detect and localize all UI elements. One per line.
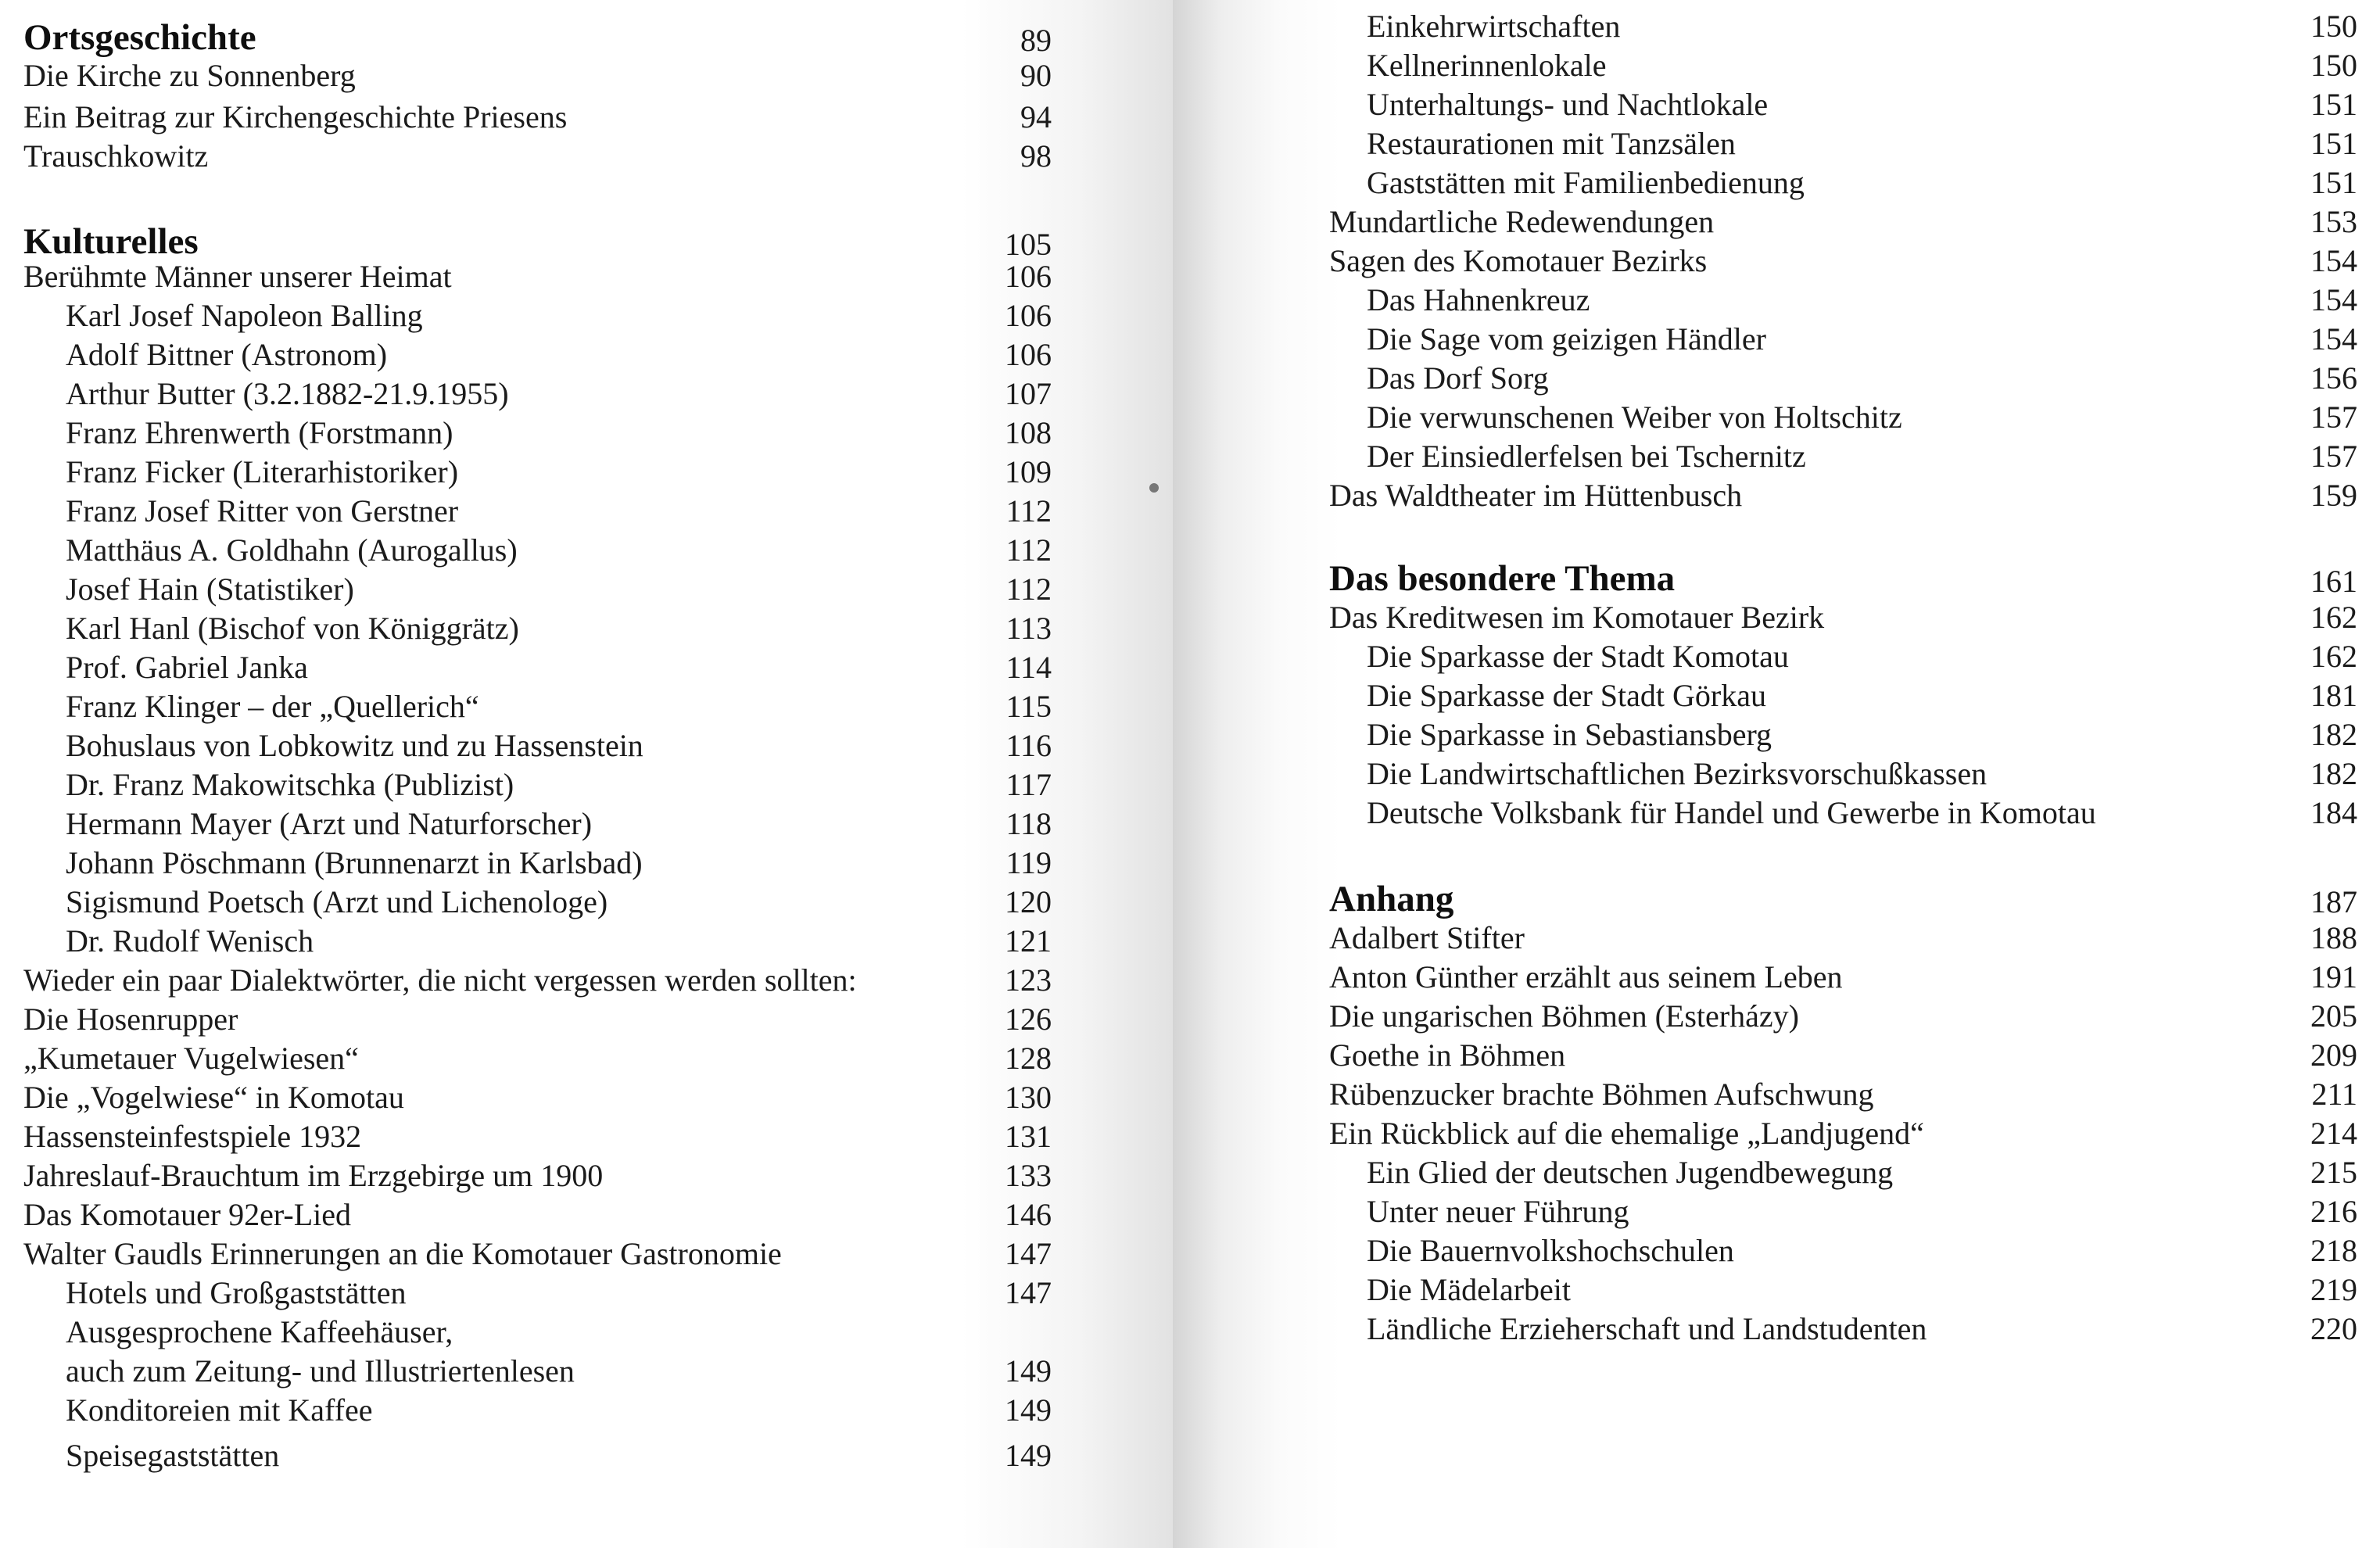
entry-title: Sagen des Komotauer Bezirks (1329, 243, 1708, 278)
page-number: 112 (1005, 572, 1052, 607)
toc-entry (1173, 1112, 2380, 1156)
toc-entry (0, 333, 1173, 377)
entry-title: Matthäus A. Goldhahn (Aurogallus) (66, 532, 518, 568)
entry-title: Ausgesprochene Kaffeehäuser, (66, 1314, 453, 1349)
page-number: 187 (2310, 884, 2357, 919)
entry-title: Wieder ein paar Dialektwörter, die nicht vergessen werden sollten: (23, 962, 857, 998)
page-number: 151 (2310, 165, 2357, 200)
toc-entry (0, 294, 1173, 338)
toc-entry (1173, 83, 2380, 127)
entry-title: Hassensteinfestspiele 1932 (23, 1119, 362, 1154)
page-number: 90 (1020, 58, 1052, 93)
page-number: 113 (1005, 611, 1052, 646)
entry-title: Karl Josef Napoleon Balling (66, 298, 423, 333)
entry-title: Die Sparkasse in Sebastiansberg (1367, 717, 1772, 752)
page-number: 218 (2310, 1233, 2357, 1268)
toc-entry (0, 255, 1173, 299)
toc-entry (1173, 317, 2380, 361)
entry-title: Karl Hanl (Bischof von Königgrätz) (66, 611, 519, 646)
page-number: 191 (2310, 959, 2357, 994)
page-number: 98 (1020, 138, 1052, 174)
page-number: 106 (1005, 337, 1052, 372)
entry-title: Kellnerinnenlokale (1367, 48, 1607, 83)
toc-entry (1173, 1190, 2380, 1234)
toc-entry (1173, 239, 2380, 283)
entry-title: Die Sparkasse der Stadt Görkau (1367, 678, 1766, 713)
page-number: 109 (1005, 454, 1052, 489)
entry-title: Das Hahnenkreuz (1367, 282, 1590, 317)
entry-title: Bohuslaus von Lobkowitz und zu Hassenstein (66, 728, 643, 763)
toc-entry (0, 372, 1173, 416)
entry-title: Ein Beitrag zur Kirchengeschichte Priesens (23, 99, 568, 134)
page-number: 89 (1020, 23, 1052, 58)
entry-title: Das Dorf Sorg (1367, 360, 1549, 396)
toc-entry (0, 763, 1173, 807)
entry-title: Die Sparkasse der Stadt Komotau (1367, 639, 1789, 674)
page-number: 112 (1005, 532, 1052, 568)
entry-title: Trauschkowitz (23, 138, 209, 174)
entry-title: Mundartliche Redewendungen (1329, 204, 1715, 239)
entry-title: Prof. Gabriel Janka (66, 650, 308, 685)
toc-entry (1173, 435, 2380, 478)
entry-title: auch zum Zeitung- und Illustriertenlesen (66, 1353, 575, 1389)
toc-entry (0, 450, 1173, 494)
toc-entry (1173, 357, 2380, 400)
toc-entry (1173, 474, 2380, 518)
page-number: 106 (1005, 298, 1052, 333)
toc-entry (1173, 713, 2380, 757)
page-number: 118 (1005, 806, 1052, 841)
page-number: 209 (2310, 1037, 2357, 1073)
toc-entry (0, 1434, 1173, 1478)
page-number: 157 (2310, 439, 2357, 474)
entry-title: Speisegaststätten (66, 1438, 280, 1473)
entry-title: Einkehrwirtschaften (1367, 9, 1621, 44)
toc-entry (1173, 1034, 2380, 1077)
page-number: 182 (2310, 756, 2357, 791)
toc-entry (0, 685, 1173, 729)
toc-entry (1173, 44, 2380, 88)
toc-entry (1173, 791, 2380, 835)
entry-title: Die Mädelarbeit (1367, 1272, 1571, 1307)
page-number: 149 (1005, 1392, 1052, 1428)
toc-entry (0, 841, 1173, 885)
toc-entry (1173, 122, 2380, 166)
page-number: 146 (1005, 1197, 1052, 1232)
page-number: 150 (2310, 9, 2357, 44)
toc-entry (1173, 200, 2380, 244)
toc-entry (0, 1271, 1173, 1315)
entry-title: Adalbert Stifter (1329, 920, 1525, 955)
page-number: 130 (1005, 1080, 1052, 1115)
entry-title: Dr. Franz Makowitschka (Publizist) (66, 767, 514, 802)
toc-entry (0, 919, 1173, 963)
entry-title: Das Komotauer 92er-Lied (23, 1197, 352, 1232)
toc-entry (1173, 278, 2380, 322)
page-number: 216 (2310, 1194, 2357, 1229)
entry-title: Das Waldtheater im Hüttenbusch (1329, 478, 1743, 513)
page-number: 151 (2310, 126, 2357, 161)
page-number: 94 (1020, 99, 1052, 134)
page-number: 121 (1005, 923, 1052, 959)
entry-title: Die „Vogelwiese“ in Komotau (23, 1080, 404, 1115)
page-number: 120 (1005, 884, 1052, 919)
page-number: 128 (1005, 1041, 1052, 1076)
page-number: 162 (2310, 639, 2357, 674)
entry-title: Gaststätten mit Familienbedienung (1367, 165, 1805, 200)
entry-title: Die Landwirtschaftlichen Bezirksvorschußkassen (1367, 756, 1988, 791)
page-number: 151 (2310, 87, 2357, 122)
page-number: 154 (2310, 321, 2357, 357)
page-number: 153 (2310, 204, 2357, 239)
toc-section-heading (0, 16, 1173, 59)
entry-title: Ein Glied der deutschen Jugendbewegung (1367, 1155, 1894, 1190)
page-number: 157 (2310, 400, 2357, 435)
page-number: 188 (2310, 920, 2357, 955)
entry-title: Franz Josef Ritter von Gerstner (66, 493, 459, 529)
toc-entry (0, 880, 1173, 924)
page-number: 156 (2310, 360, 2357, 396)
entry-title: Goethe in Böhmen (1329, 1037, 1566, 1073)
toc-entry (0, 1076, 1173, 1120)
page-number: 211 (2311, 1077, 2357, 1112)
toc-entry (0, 802, 1173, 846)
entry-title: Die Hosenrupper (23, 1002, 238, 1037)
entry-title: Franz Ficker (Literarhistoriker) (66, 454, 459, 489)
entry-title: Arthur Butter (3.2.1882-21.9.1955) (66, 376, 509, 411)
entry-title: Berühmte Männer unserer Heimat (23, 259, 452, 294)
entry-title: Walter Gaudls Erinnerungen an die Komotauer Gastronomie (23, 1236, 782, 1271)
entry-title: Ein Rückblick auf die ehemalige „Landjugend“ (1329, 1116, 1924, 1151)
entry-title: Hotels und Großgaststätten (66, 1275, 407, 1310)
page-number: 205 (2310, 998, 2357, 1034)
toc-entry (0, 607, 1173, 650)
toc-entry (0, 489, 1173, 533)
section-title: Das besondere Thema (1329, 558, 1676, 599)
entry-title: Franz Ehrenwerth (Forstmann) (66, 415, 453, 450)
page-number: 184 (2310, 795, 2357, 830)
entry-title: Der Einsiedlerfelsen bei Tschernitz (1367, 439, 1806, 474)
toc-entry (1173, 396, 2380, 439)
toc-entry (0, 1037, 1173, 1080)
toc-entry (1173, 1229, 2380, 1273)
entry-title: Unter neuer Führung (1367, 1194, 1629, 1229)
toc-entry (1173, 5, 2380, 48)
entry-title: Rübenzucker brachte Böhmen Aufschwung (1329, 1077, 1874, 1112)
entry-title: Die verwunschenen Weiber von Holtschitz (1367, 400, 1902, 435)
toc-entry (0, 1232, 1173, 1276)
toc-entry (0, 1193, 1173, 1237)
page-number: 159 (2310, 478, 2357, 513)
page-number: 105 (1005, 227, 1052, 262)
page-number: 154 (2310, 282, 2357, 317)
toc-entry (1173, 994, 2380, 1038)
entry-title: Johann Pöschmann (Brunnenarzt in Karlsbad) (66, 845, 643, 880)
toc-entry (0, 1115, 1173, 1159)
entry-title: Das Kreditwesen im Komotauer Bezirk (1329, 600, 1825, 635)
entry-title: Jahreslauf-Brauchtum im Erzgebirge um 1900 (23, 1158, 604, 1193)
entry-title: Anton Günther erzählt aus seinem Leben (1329, 959, 1843, 994)
entry-title: Die Bauernvolkshochschulen (1367, 1233, 1734, 1268)
page-number: 219 (2310, 1272, 2357, 1307)
page-number: 114 (1005, 650, 1052, 685)
toc-entry (0, 411, 1173, 455)
entry-title: Adolf Bittner (Astronom) (66, 337, 388, 372)
page-number: 115 (1005, 689, 1052, 724)
toc-entry (0, 568, 1173, 611)
toc-entry (0, 529, 1173, 572)
toc-entry (0, 54, 1173, 98)
page-number: 161 (2310, 564, 2357, 599)
entry-title: Franz Klinger – der „Quellerich“ (66, 689, 479, 724)
toc-entry (0, 1154, 1173, 1198)
toc-entry (0, 134, 1173, 178)
toc-entry (1173, 161, 2380, 205)
toc-entry (1173, 674, 2380, 718)
page-number: 162 (2310, 600, 2357, 635)
page-number: 149 (1005, 1438, 1052, 1473)
page-number: 119 (1005, 845, 1052, 880)
entry-title: Die Kirche zu Sonnenberg (23, 58, 356, 93)
toc-entry (0, 724, 1173, 768)
section-title: Ortsgeschichte (23, 17, 256, 58)
page-number: 220 (2310, 1311, 2357, 1346)
entry-title: Ländliche Erzieherschaft und Landstudenten (1367, 1311, 1927, 1346)
toc-entry (0, 1389, 1173, 1432)
toc-section-heading (1173, 557, 2380, 600)
toc-section-heading (1173, 877, 2380, 921)
entry-title: Hermann Mayer (Arzt und Naturforscher) (66, 806, 593, 841)
page-number: 131 (1005, 1119, 1052, 1154)
section-title: Anhang (1329, 879, 1454, 919)
toc-entry (0, 959, 1173, 1002)
entry-title: Josef Hain (Statistiker) (66, 572, 354, 607)
page-number: 181 (2310, 678, 2357, 713)
section-title: Kulturelles (23, 221, 199, 262)
entry-title: Dr. Rudolf Wenisch (66, 923, 314, 959)
page-number: 107 (1005, 376, 1052, 411)
page-number: 182 (2310, 717, 2357, 752)
entry-title: Konditoreien mit Kaffee (66, 1392, 373, 1428)
toc-entry (0, 1349, 1173, 1393)
page-number: 149 (1005, 1353, 1052, 1389)
toc-entry (1173, 1307, 2380, 1351)
entry-title: Restaurationen mit Tanzsälen (1367, 126, 1736, 161)
toc-entry (1173, 916, 2380, 960)
toc-entry (1173, 1268, 2380, 1312)
toc-entry (1173, 635, 2380, 679)
entry-title: Unterhaltungs- und Nachtlokale (1367, 87, 1769, 122)
page-number: 150 (2310, 48, 2357, 83)
page-number: 147 (1005, 1275, 1052, 1310)
page-number: 154 (2310, 243, 2357, 278)
page-number: 126 (1005, 1002, 1052, 1037)
toc-entry (1173, 1073, 2380, 1116)
toc-entry (0, 998, 1173, 1041)
page-number: 215 (2310, 1155, 2357, 1190)
toc-entry (0, 646, 1173, 690)
toc-entry (0, 95, 1173, 139)
toc-entry (0, 1310, 1173, 1354)
entry-title: „Kumetauer Vugelwiesen“ (23, 1041, 359, 1076)
toc-entry (1173, 596, 2380, 640)
page-number: 112 (1005, 493, 1052, 529)
toc-entry (1173, 1151, 2380, 1195)
entry-title: Die Sage vom geizigen Händler (1367, 321, 1766, 357)
entry-title: Die ungarischen Böhmen (Esterházy) (1329, 998, 1799, 1034)
page-number: 123 (1005, 962, 1052, 998)
page-number: 106 (1005, 259, 1052, 294)
page-number: 214 (2310, 1116, 2357, 1151)
toc-entry (1173, 955, 2380, 999)
toc-entry (1173, 752, 2380, 796)
page-number: 117 (1005, 767, 1052, 802)
page-number: 116 (1005, 728, 1052, 763)
page-number: 133 (1005, 1158, 1052, 1193)
page-number: 147 (1005, 1236, 1052, 1271)
page-number: 108 (1005, 415, 1052, 450)
entry-title: Deutsche Volksbank für Handel und Gewerbe in Komotau (1367, 795, 2096, 830)
entry-title: Sigismund Poetsch (Arzt und Lichenologe) (66, 884, 608, 919)
